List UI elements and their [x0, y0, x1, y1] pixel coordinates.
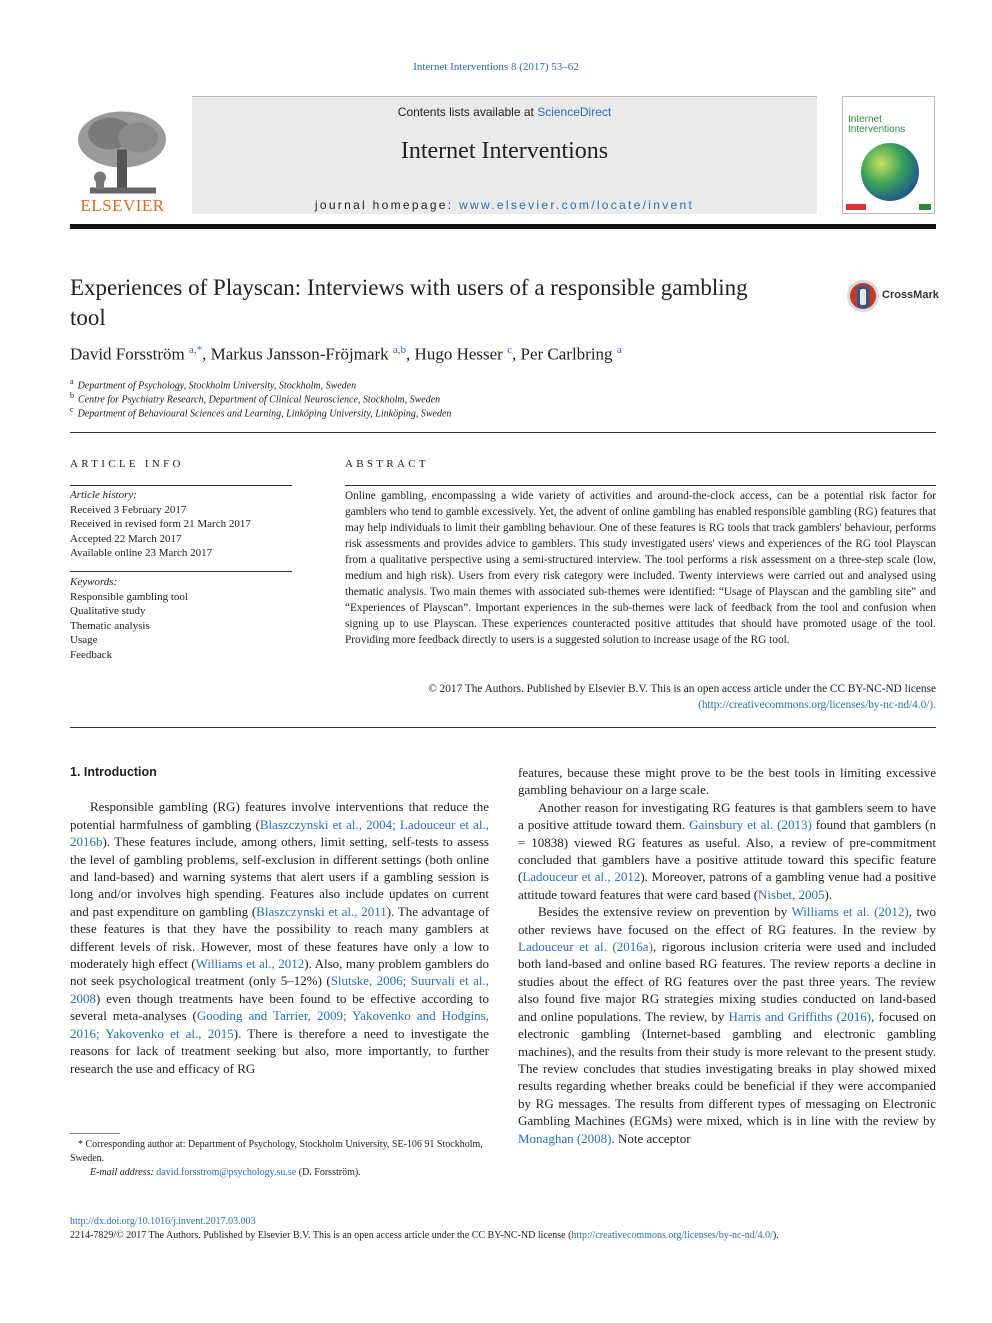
citation-link[interactable]: Harris and Griffiths (2016)	[728, 1008, 872, 1024]
article-title: Experiences of Playscan: Interviews with users of a responsible gambling tool	[70, 275, 748, 330]
abstract-heading: ABSTRACT	[345, 458, 429, 470]
author-list: David Forsström $^{a,*}$, Markus Jansson-Fröjmark $^{a,b}$, Hugo Hesser $^c$, Per Carlbring $^a$	[70, 344, 622, 364]
email-suffix: (D. Forsström).	[296, 1167, 361, 1178]
abstract-divider	[345, 485, 936, 486]
contents-line	[192, 105, 817, 119]
license-link[interactable]: (http://creativecommons.org/licenses/by-nc-nd/4.0/).	[698, 699, 936, 711]
crossmark-label: CrossMark	[882, 289, 939, 301]
paragraph-text: ) even though treatments have been found to be effective according to several meta-analyses (	[70, 990, 489, 1024]
author-affiliation-sup[interactable]: a,b	[392, 344, 407, 356]
corresponding-author-footnote	[70, 1138, 490, 1180]
affiliation	[70, 405, 451, 419]
affiliation-sup: b	[70, 391, 74, 400]
homepage-link[interactable]: www.elsevier.com/locate/invent	[459, 198, 695, 212]
citation-link[interactable]: Nisbet, 2005	[758, 886, 825, 902]
paragraph-text: , focused on electronic gambling (Internet-based gambling and electronic gambling machines), and the results from their study is more relevant to the present study. The review concludes that studies investigating breaks in play showed mixed results regarding whether breaks could be beneficial if they were accompanied by RG messages. The results from different types of messaging on Electronic Gambling Machines (EGMs) were mixed, which is in line with the review by	[518, 1008, 936, 1129]
author-name[interactable]: David Forsström	[70, 344, 185, 364]
section-heading: 1. Introduction	[70, 765, 157, 779]
paragraph-text: ). The advantage of these features is that they have the possibility to reach many gamblers at different levels of risk. However, most of these features have only a low to moderately high effect (	[70, 903, 490, 972]
article-info-heading: ARTICLE INFO	[70, 458, 184, 470]
journal-homepage	[192, 198, 817, 212]
history-item: Accepted 22 March 2017	[70, 532, 182, 545]
keyword: Feedback	[70, 648, 113, 661]
elsevier-wordmark: ELSEVIER	[80, 196, 165, 215]
body-paragraph	[70, 798, 489, 1077]
abstract-bottom-divider	[70, 727, 936, 728]
keyword: Thematic analysis	[70, 619, 150, 632]
citation-link[interactable]: Ladouceur et al. (2016a)	[518, 939, 653, 955]
author-affiliation-sup[interactable]: a	[616, 344, 622, 356]
keyword: Usage	[70, 634, 98, 646]
citation-link[interactable]: Slutske, 2006; Suurvali et al., 2008	[70, 973, 489, 1006]
homepage-prefix: journal homepage:	[314, 198, 460, 212]
citation-link[interactable]: Williams et al., 2012	[195, 956, 305, 972]
footnote-corresponding: * Corresponding author at: Department of Psychology, Stockholm University, SE-106 91 Stockholm, Sweden.	[70, 1139, 483, 1164]
paragraph-text: , two other reviews have focused on the effect of RG features. In the review by	[518, 904, 936, 937]
paragraph-text: Responsible gambling (RG) features involve interventions that reduce the potential harmfulness of gambling (	[70, 799, 489, 832]
keywords	[70, 575, 292, 662]
footnote-email	[70, 1166, 490, 1180]
author-name[interactable]: Hugo Hesser	[414, 344, 503, 364]
history-item: Available online 23 March 2017	[70, 547, 213, 559]
cover-globe-image	[861, 143, 919, 201]
email-link[interactable]: david.forsstrom@psychology.su.se	[156, 1167, 297, 1178]
paragraph-text: ).	[824, 886, 833, 902]
affiliation-text: Department of Psychology, Stockholm University, Stockholm, Sweden	[77, 380, 357, 392]
abstract-copyright	[345, 681, 936, 713]
issn-line	[70, 1229, 936, 1243]
doi-line	[70, 1215, 936, 1229]
sciencedirect-link[interactable]: ScienceDirect	[537, 105, 612, 119]
journal-reference[interactable]: Internet Interventions 8 (2017) 53–62	[413, 61, 579, 73]
paragraph-text: . Note acceptor	[611, 1130, 691, 1146]
citation-link[interactable]: Ladouceur et al., 2012	[522, 869, 641, 885]
issn-close: ).	[772, 1230, 779, 1241]
footer-license-link[interactable]: http://creativecommons.org/licenses/by-nc-nd/4.0/	[571, 1230, 773, 1241]
body-paragraph	[518, 799, 936, 903]
affiliation	[70, 391, 440, 405]
keywords-label: Keywords:	[70, 576, 118, 588]
citation-link[interactable]: Gooding and Tarrier, 2009; Yakovenko and Hodgins, 2016; Yakovenko et al., 2015	[70, 1008, 489, 1041]
history-item: Received 3 February 2017	[70, 503, 187, 516]
keyword: Responsible gambling tool	[70, 590, 188, 603]
cover-logo-mark	[846, 204, 866, 210]
issn-text: 2214-7829/© 2017 The Authors. Published by Elsevier B.V. This is an open access article under the CC BY-NC-ND license (	[70, 1230, 572, 1241]
body-paragraph	[518, 903, 936, 1147]
affiliation-text: Department of Behavioural Sciences and Learning, Linköping University, Linköping, Sweden	[77, 408, 452, 420]
paragraph-text: , rigorous inclusion criteria were used and included both land-based and online based RG features. The review reports a decline in studies about the effect of RG features over the past three years. The review also found five major RG strategies mixing studies conducted on land-based and online populations. The review, by	[518, 939, 936, 1024]
paragraph-text: found that gamblers (n = 10838) viewed RG features as useful. Also, a review of pre-commitment concluded that gamblers have a positive attitude toward this specific feature (	[518, 817, 936, 885]
keyword: Qualitative study	[70, 605, 146, 617]
author-name[interactable]: Markus Jansson-Fröjmark	[210, 344, 389, 364]
keywords-divider	[70, 571, 292, 572]
paragraph-text: ). These features include, among others, limit setting, self-tests to assess the level of gambling problems, self-exclusion in different settings (both online and land-based) and warning systems that alert users if a gambling session is long and/or involves high spending. Features also include updates on current and past expenditure on gambling (	[70, 834, 489, 919]
copyright-text: © 2017 The Authors. Published by Elsevier B.V. This is an open access article under the CC BY-NC-ND license	[428, 683, 936, 695]
citation-link[interactable]: Williams et al. (2012)	[791, 904, 909, 920]
paragraph-text: ). Also, many problem gamblers do not seek psychological treatment (only 5–12%) (	[70, 956, 490, 989]
citation-link[interactable]: Gainsbury et al. (2013)	[689, 817, 812, 833]
email-label: E-mail address:	[90, 1167, 157, 1178]
history-item: Received in revised form 21 March 2017	[70, 518, 251, 530]
author-name[interactable]: Per Carlbring	[520, 344, 613, 364]
paragraph-text: Another reason for investigating RG features is that gamblers seem to have a positive attitude toward them.	[518, 799, 936, 833]
title-divider	[70, 432, 936, 433]
article-info-divider	[70, 485, 292, 486]
author-affiliation-sup[interactable]: c	[507, 344, 512, 356]
paragraph-text: ). There is therefore a need to investigate the reasons for lack of treatment seeking but also, more importantly, to further research the use and efficacy of RG	[70, 1025, 489, 1076]
cover-oa-mark	[919, 204, 931, 210]
body-right-column	[518, 764, 936, 1147]
header-divider	[70, 224, 936, 229]
citation-link[interactable]: Blaszczynski et al., 2004; Ladouceur et al., 2016b	[70, 816, 490, 850]
doi-link[interactable]: http://dx.doi.org/10.1016/j.invent.2017.03.003	[70, 1216, 256, 1227]
history-label: Article history:	[70, 489, 137, 501]
affiliation	[70, 377, 356, 391]
affiliation-sup: c	[70, 405, 74, 414]
crossmark-icon	[846, 278, 880, 314]
affiliation-sup: a	[70, 377, 74, 386]
citation-link[interactable]: Blaszczynski et al., 2011	[256, 903, 387, 919]
body-paragraph: features, because these might prove to be the best tools in limiting excessive gambling behaviour on a large scale.	[518, 765, 936, 798]
footnote-divider	[70, 1133, 120, 1134]
journal-name: Internet Interventions	[400, 138, 609, 164]
paragraph-text: ). Moreover, patrons of a gambling venue had a positive attitude toward features that were card based (	[518, 869, 937, 902]
affiliation-text: Centre for Psychiatry Research, Department of Clinical Neuroscience, Stockholm, Sweden	[78, 394, 441, 406]
crossmark-badge[interactable]	[846, 278, 939, 314]
author-affiliation-sup[interactable]: a,*	[189, 344, 203, 356]
body-left-column	[70, 764, 489, 1077]
paragraph-text: Besides the extensive review on prevention by	[538, 904, 792, 920]
journal-cover-thumbnail[interactable]	[842, 96, 935, 214]
article-history	[70, 488, 292, 561]
contents-prefix: Contents lists available at	[397, 105, 538, 119]
citation-link[interactable]: Monaghan (2008)	[518, 1130, 612, 1146]
cover-title: Internet Interventions	[848, 114, 906, 135]
abstract-text: Online gambling, encompassing a wide variety of activities and around-the-clock access, can be a potential risk factor for gamblers who tend to gamble excessively. Yet, the advent of online gambling has enabled responsible gambling (RG) features that may help individuals to limit their gambling behaviour. One of these features is RG tools that track gamblers' behaviour, performs risk assessments and provides advice to gamblers. This study investigated users' views and experiences of the RG tool Playscan from a qualitative perspective using a semi-structured interview. The tool performs a risk assessment on a three-step scale (low, medium and high risk). Users from every risk category were included. Twenty interviews were carried out and analysed using thematic analysis. Two main themes with associated sub-themes were identified: “Usage of Playscan and the gambling site” and “Experiences of Playscan”. Important experiences in the sub-themes were lack of feedback from the tool and confusion when signing up to use Playscan. These experiences counteracted positive attitudes that should have promoted usage of the tool. Providing more feedback directly to users is a suggested solution to increase usage of the RG tool.	[345, 490, 936, 646]
